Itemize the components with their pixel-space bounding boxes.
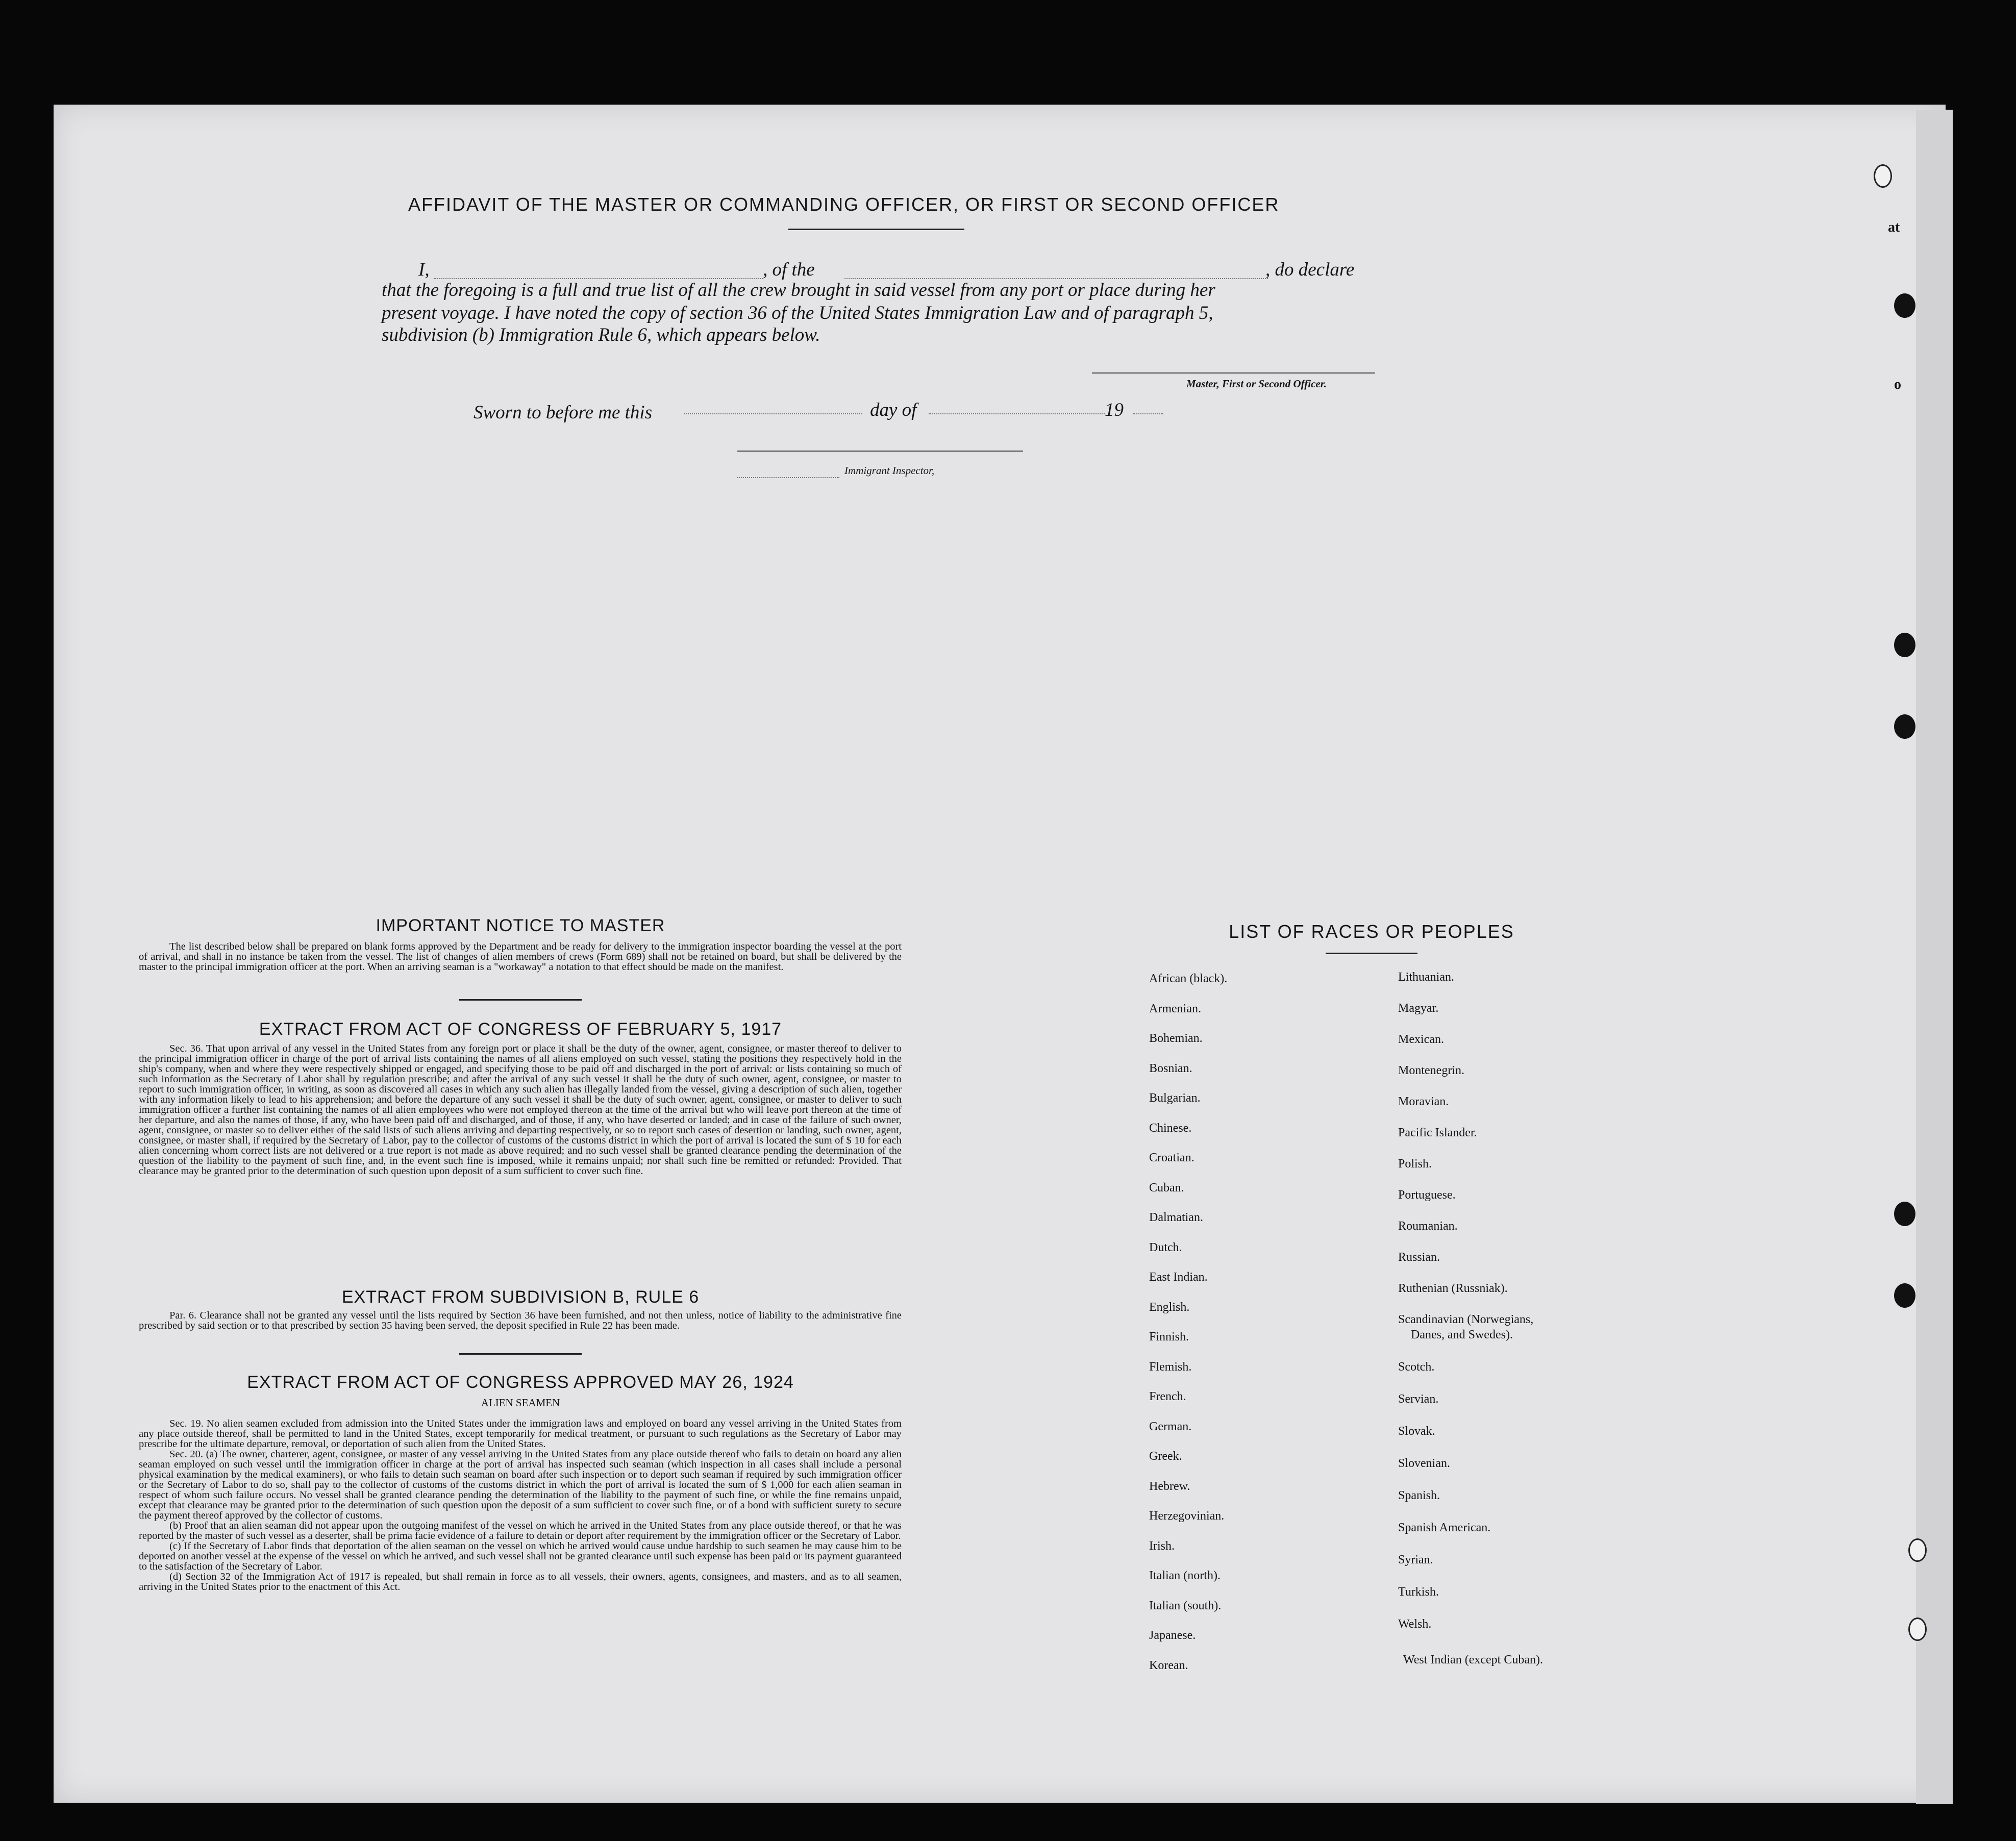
day-of-text: day of (870, 400, 917, 420)
race-item: Montenegrin. (1398, 1064, 1464, 1077)
notice-title: IMPORTANT NOTICE TO MASTER (376, 916, 665, 935)
notice-text: The list described below shall be prepared on blank forms approved by the Department and be ready for delivery to the immigration inspector boarding the vessel at the port of arrival, and shall in no instance be taken from the vessel. The list of changes of alien members of crews (Form 689) shall not be retained on board, but shall be delivered by the master to the principal immigration officer at the port. When an arriving seaman is a "workaway" a notation to that effect should be made on the manifest. (139, 941, 902, 973)
race-item: West Indian (except Cuban). (1403, 1653, 1543, 1666)
race-item: Dutch. (1149, 1241, 1182, 1254)
race-item: Polish. (1398, 1157, 1432, 1171)
extract-1924-subtitle: ALIEN SEAMEN (481, 1397, 560, 1409)
rule6-text: Par. 6. Clearance shall not be granted any vessel until the lists required by Section 36 have been furnished, and not then unless, notice of liability to the administrative fine prescribed by said section or to that prescribed by section 35 having been served, the deposit specified in Rule 22 has been made. (139, 1310, 902, 1331)
race-item: Moravian. (1398, 1095, 1449, 1108)
extract-1917-title: EXTRACT FROM ACT OF CONGRESS OF FEBRUARY 5, 1917 (259, 1019, 782, 1039)
race-item: African (black). (1149, 972, 1228, 985)
race-item: Greek. (1149, 1450, 1182, 1463)
binder-hole (1874, 164, 1892, 188)
race-item: Korean. (1149, 1659, 1188, 1672)
race-item: East Indian. (1149, 1271, 1208, 1284)
month-blank (929, 413, 1105, 414)
rule6-title: EXTRACT FROM SUBDIVISION B, RULE 6 (341, 1287, 700, 1307)
race-item: Welsh. (1398, 1618, 1432, 1631)
extract-1917-text: Sec. 36. That upon arrival of any vessel in the United States from any foreign port or place it shall be the duty of the owner, agent, consignee, or master thereof to deliver to the principal immigration officer in charge of the port of arrival lists containing the names of all aliens employed on such vessel, stating the positions they respectively hold in the ship's company, when and where they were respectively shipped or engaged, and specifying those to be paid off and discharged in the port of arrival: or lists containing so much of such information as the Secretary of Labor shall by regulation prescribe; and after the arrival of any such vessel it shall be the duty of such owner, agent, consignee, or master to report to such immigration officer, in writing, as soon as discovered all cases in which any such alien has illegally landed from the vessel, giving a description of such alien, together with any information likely to lead to his apprehension; and before the departure of any such vessel it shall be the duty of such owner, agent, consignee, or master to deliver to such immigration officer a further list containing the names of all alien employees who were not employed thereon at the time of the arrival but who will leave port thereon at the time of her departure, and also the names of those, if any, who have been paid off and discharged, and of those, if any, who have deserted or landed; and in case of the failure of such owner, agent, consignee, or master so to deliver either of the said lists of such aliens arriving and departing respectively, or so to report such cases of desertion or landing, such owner, agent, consignee, or master shall, if required by the Secretary of Labor, pay to the collector of customs of the customs district in which the port of arrival is located the sum of $ 10 for each alien concerning whom correct lists are not delivered or a true report is not made as above required; and no such vessel shall be granted clearance pending the determination of the question of the liability to the payment of such fine, and, in the event such fine is imposed, while it remains unpaid; nor shall such fine be remitted or refunded: Provided. That clearance may be granted prior to the determination of such question upon deposit of a sum sufficient to cover such fine. (139, 1043, 902, 1177)
race-item: Finnish. (1149, 1330, 1189, 1344)
affidavit-i: I, (418, 259, 430, 280)
race-item: Japanese. (1149, 1629, 1196, 1642)
sworn-text: Sworn to before me this (474, 402, 653, 423)
race-item: Scandinavian (Norwegians, (1398, 1313, 1534, 1326)
race-item: Croatian. (1149, 1151, 1194, 1164)
race-item: Bohemian. (1149, 1032, 1203, 1045)
binder-hole (1894, 1202, 1915, 1226)
race-item: Danes, and Swedes). (1411, 1328, 1513, 1341)
race-item: Slovak. (1398, 1425, 1435, 1438)
binder-hole (1894, 1283, 1915, 1308)
affidavit-title: AFFIDAVIT OF THE MASTER OR COMMANDING OFFICER, OR FIRST OR SECOND OFFICER (408, 194, 1280, 215)
race-item: Armenian. (1149, 1002, 1201, 1015)
race-item: German. (1149, 1420, 1192, 1433)
extract-1924-title: EXTRACT FROM ACT OF CONGRESS APPROVED MAY 26, 1924 (247, 1373, 794, 1392)
year-text: 19 (1105, 400, 1124, 420)
race-item: Bulgarian. (1149, 1091, 1201, 1105)
affidavit-do-declare: , do declare (1265, 259, 1355, 280)
binder-hole (1894, 633, 1915, 657)
binder-hole (1894, 714, 1915, 739)
year-blank (1133, 413, 1163, 414)
race-item: Italian (south). (1149, 1599, 1222, 1612)
race-item: Hebrew. (1149, 1480, 1190, 1493)
races-rule (1326, 953, 1417, 954)
race-item: Cuban. (1149, 1181, 1184, 1195)
affidavit-line: subdivision (b) Immigration Rule 6, which appears below. (382, 325, 820, 345)
race-item: Bosnian. (1149, 1062, 1192, 1075)
affidavit-of-the: , of the (763, 259, 815, 280)
race-item: Mexican. (1398, 1033, 1444, 1046)
extract-1924-text: Sec. 19. No alien seamen excluded from admission into the United States under the immigration laws and employed on board any vessel arriving in the United States from any place outside thereof, shall be permitted to land in the United States, except temporarily for medical treatment, or pursuant to such regulations as the Secretary of Labor may prescribe for the ultimate departure, removal, or deportation of such alien from the United States. Sec. 20. (a) The owner, charterer, agent, consignee, or master of any vessel arriving in the United States from any place outside thereof who fails to detain on board any alien seaman employed on such vessel until the immigration officer in charge at the port of arrival has inspected such seaman (which inspection in all cases shall include a personal physical examination by the medical examiners), or who fails to detain such seaman on board after such inspection or to deport such seaman if required by such immigration officer or the Secretary of Labor to do so, shall pay to the collector of customs of the customs district in which the port of arrival is located the sum of $ 1,000 for each alien seaman in respect of whom such failure occurs. No vessel shall be granted clearance pending the determination of the liability to the payment of such fine, or while the fine remains unpaid, except that clearance may be granted prior to the determination of such question upon the deposit of a sum sufficient to cover such fine, or of a bond with sufficient surety to secure the payment thereof approved by the collector of customs. (b) Proof that an alien seaman did not appear upon the outgoing manifest of the vessel on which he arrived in the United States from any place outside thereof, or that he was reported by the master of such vessel as a deserter, shall be prima facie evidence of a failure to detain or deport after requirement by the immigration officer or the Secretary of Labor. (c) If the Secretary of Labor finds that deportation of the alien seaman on the vessel on which he arrived would cause undue hardship to such seamen he may cause him to be deported on another vessel at the expense of the vessel on which he arrived, and such vessel shall not be granted clearance until such expense has been paid or its payment guaranteed to the satisfaction of the Secretary of Labor. (d) Section 32 of the Immigration Act of 1917 is repealed, but shall remain in force as to all vessels, their owners, agents, consignees, and masters, and as to all seamen, arriving in the United States prior to the enactment of this Act. (139, 1418, 902, 1593)
race-item: Turkish. (1398, 1585, 1439, 1599)
master-signature-line (1092, 372, 1375, 374)
race-item: Irish. (1149, 1539, 1175, 1553)
race-item: English. (1149, 1301, 1190, 1314)
race-item: Syrian. (1398, 1553, 1433, 1566)
affidavit-line: present voyage. I have noted the copy of section 36 of the United States Immigration Law and of paragraph 5, (382, 303, 1213, 324)
inspector-signature-line (737, 451, 1023, 452)
race-item: Portuguese. (1398, 1188, 1456, 1202)
race-item: Dalmatian. (1149, 1211, 1203, 1224)
race-item: Flemish. (1149, 1360, 1192, 1374)
affidavit-line: that the foregoing is a full and true list of all the crew brought in said vessel from any port or place during her (382, 280, 1215, 301)
master-caption: Master, First or Second Officer. (1186, 378, 1327, 390)
race-item: Roumanian. (1398, 1220, 1458, 1233)
race-item: Ruthenian (Russniak). (1398, 1282, 1508, 1295)
race-item: Herzegovinian. (1149, 1509, 1225, 1523)
race-item: Magyar. (1398, 1002, 1439, 1015)
title-rule (788, 229, 964, 230)
divider (459, 999, 582, 1001)
race-item: Russian. (1398, 1251, 1440, 1264)
races-title: LIST OF RACES OR PEOPLES (1229, 921, 1514, 942)
race-item: Spanish. (1398, 1489, 1440, 1502)
race-item: Chinese. (1149, 1122, 1192, 1135)
inspector-caption: Immigrant Inspector, (844, 464, 935, 477)
race-item: Scotch. (1398, 1360, 1435, 1374)
margin-mark: o (1894, 377, 1901, 392)
binder-hole (1908, 1538, 1927, 1562)
race-item: French. (1149, 1390, 1186, 1403)
race-item: Servian. (1398, 1392, 1439, 1406)
race-item: Italian (north). (1149, 1569, 1221, 1582)
race-item: Pacific Islander. (1398, 1126, 1477, 1139)
inspector-blank (737, 477, 839, 478)
divider (459, 1353, 582, 1355)
day-blank (684, 413, 862, 414)
race-item: Slovenian. (1398, 1457, 1450, 1470)
race-item: Spanish American. (1398, 1521, 1491, 1534)
binder-hole (1908, 1618, 1927, 1641)
margin-mark: at (1888, 219, 1900, 235)
binder-hole (1894, 293, 1915, 318)
race-item: Lithuanian. (1398, 971, 1454, 984)
